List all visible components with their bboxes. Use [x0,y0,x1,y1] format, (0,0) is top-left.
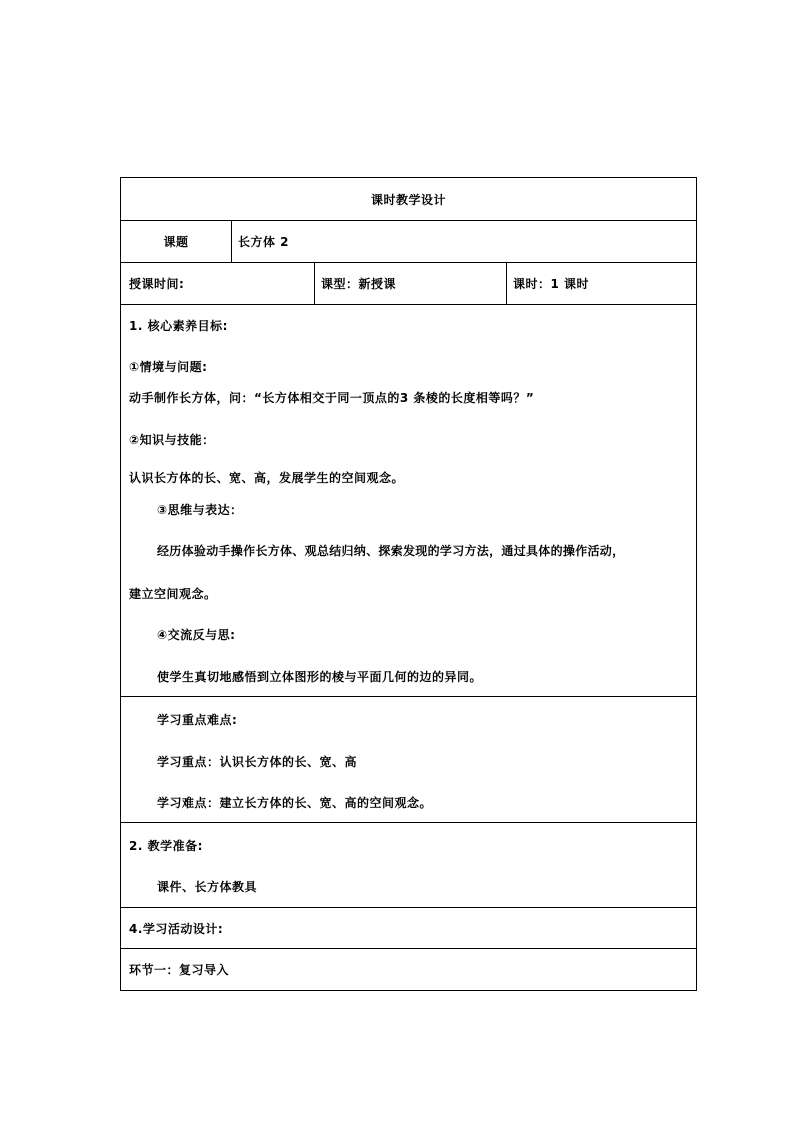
goal-knowledge-text: 认识长方体的长、宽、高，发展学生的空间观念。 [129,471,405,485]
topic-label: 课题 [163,235,189,249]
goal-knowledge-title: ②知识与技能： [129,433,215,447]
lesson-plan-table [120,177,697,991]
core-goals-section [121,305,696,697]
difficulty-point: 学习难点：建立长方体的长、宽、高的空间观念。 [157,796,433,810]
preparation-section [121,823,696,908]
lesson-period: 课时：1 课时 [506,263,696,304]
goal-situation-text: 动手制作长方体，问：“长方体相交于同一顶点的3 条棱的长度相等吗？” [129,391,535,405]
topic-row [121,221,696,263]
goal-thinking-text-1: 经历体验动手操作长方体、观总结归纳、探索发现的学习方法，通过具体的操作活动， [157,544,625,558]
activity-heading: 4.学习活动设计: [129,921,224,936]
title-row [121,178,696,221]
step-one-row [121,949,696,990]
key-point: 学习重点：认识长方体的长、宽、高 [157,755,358,769]
key-points-heading: 学习重点难点: [157,713,238,727]
meta-row [121,263,696,305]
table-title: 课时教学设计 [370,192,446,207]
step-one-label: 环节一：复习导入 [129,963,230,977]
goal-reflection-text: 使学生真切地感悟到立体图形的棱与平面几何的边的异同。 [157,670,483,684]
lesson-type: 课型：新授课 [314,263,506,304]
preparation-heading: 2. 教学准备: [129,839,203,853]
goal-situation-title: ①情境与问题: [129,360,208,374]
teaching-time-label: 授课时间: [129,277,185,291]
goal-thinking-title: ③思维与表达： [157,503,243,517]
goal-thinking-text-2: 建立空间观念。 [129,587,217,601]
key-points-section [121,697,696,823]
goal-reflection-title: ④交流反与思: [157,628,236,642]
topic-value: 长方体 2 [231,221,696,262]
goals-heading: 1. 核心素养目标: [129,319,228,333]
preparation-items: 课件、长方体教具 [157,880,258,894]
activity-design-row [121,908,696,949]
